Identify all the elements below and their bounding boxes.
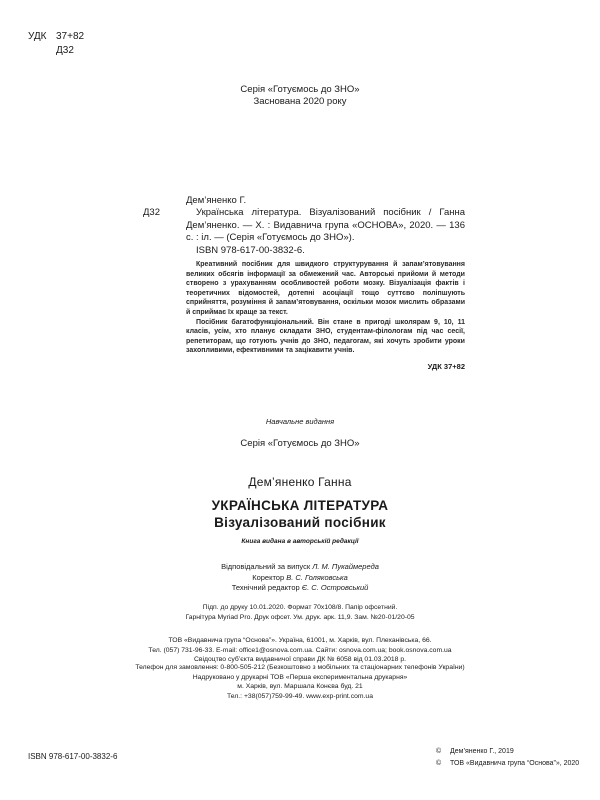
card-author: Дем’яненко Г.	[186, 195, 247, 206]
printing-house-contacts: Тел.: +38(057)759-99-49. www.exp-print.com.ua	[227, 692, 373, 700]
edition-note: Книга видана в авторській редакції	[241, 538, 359, 545]
card-description: Українська література. Візуалізований посібник / Ганна Дем’яненко. — Х. : Видавнича група «ОСНОВА», 2020. — 136 с. : іл. — (Серія «Готуємось до ЗНО»).	[186, 207, 465, 244]
annotation-paragraph: Креативний посібник для швидкого структурування й запам’ятовування великих обсягів інформації за обмежений час. Авторські прийоми й методи створено з урахуванням особливостей роботи мозку. Візуалізація фактів і теоретичних відомостей, дотепні асоціації тощо суттєво поліпшують сприйняття, розуміння й запам’ятовування, оскільки мозок мислить образами й сприймає їх краще за текст.	[186, 261, 465, 316]
series-header	[0, 84, 600, 108]
credit-name: Л. М. Пукаймереда	[312, 562, 379, 571]
card-annotation	[143, 260, 465, 356]
credit-role: Коректор	[252, 572, 285, 582]
author-mark: Д32	[56, 45, 74, 56]
copyright-line	[436, 758, 579, 770]
title-line-2: Візуалізований посібник	[214, 515, 386, 530]
credit-line	[0, 583, 600, 594]
book-title	[0, 497, 600, 531]
order-info	[0, 663, 600, 701]
annotation-paragraph: Посібник багатофункціональний. Він стане в пригоді школярам 9, 10, 11 класів, усім, хто планує складати ЗНО, студентам-філологам під час сесії, репетиторам, що готують учнів до ЗНО, педагогам, які хочуть зробити уроки захопливими, ефективними та зацікавити учнів.	[186, 318, 465, 355]
copyright-line	[436, 746, 579, 758]
series-name: Серія «Готуємось до ЗНО»	[240, 84, 360, 95]
series-name-2: Серія «Готуємось до ЗНО»	[240, 438, 360, 449]
credit-role: Технічний редактор	[231, 583, 300, 592]
credit-name: Є. С. Островський	[301, 583, 369, 592]
print-info-line: Гарнітура Myriad Pro. Друк офсет. Ум. друк. арк. 11,9. Зам. №20-01/20-05	[185, 613, 415, 621]
credit-name: В. С. Голяковська	[286, 572, 348, 582]
print-info	[0, 603, 600, 622]
edition-type: Навчальне видання	[265, 417, 335, 426]
copyright-text: Дем’яненко Г., 2019	[450, 748, 514, 755]
publisher-certificate: Свідоцтво суб’єкта видавничої справи ДК № 6058 від 01.03.2018 р.	[193, 656, 407, 663]
copyright-text: ТОВ «Видавнича група “Основа”», 2020	[450, 760, 580, 767]
catalog-card	[143, 195, 465, 373]
author-full-name: Дем’яненко Ганна	[248, 475, 352, 489]
printing-house: Надруковано у друкарні ТОВ «Перша експериментальна друкарня»	[192, 673, 408, 681]
udk-label: УДК	[28, 31, 47, 42]
print-info-line: Підп. до друку 10.01.2020. Формат 70х108/8. Папір офсетний.	[202, 604, 398, 611]
order-phone: Телефон для замовлення: 0-800-505-212 (Безкоштовно з мобільних та стаціонарних телефонів України)	[135, 664, 465, 671]
copyright-block	[436, 746, 579, 770]
card-author-mark: Д32	[143, 207, 161, 219]
series-founded: Заснована 2020 року	[253, 96, 347, 107]
publisher-contacts: Тел. (057) 731-96-33. E-mail: office1@osnova.com.ua. Сайти: osnova.com.ua; book.osnova.com.ua	[148, 646, 452, 654]
isbn-bottom: ISBN 978-617-00-3832-6	[28, 752, 118, 761]
publisher-address: ТОВ «Видавнича група “Основа”». Україна, 61001, м. Харків, вул. Плеханівська, 66.	[168, 637, 432, 644]
credit-role: Відповідальний за випуск	[221, 562, 311, 571]
card-udk: УДК 37+82	[427, 361, 465, 371]
title-line-1: УКРАЇНСЬКА ЛІТЕРАТУРА	[211, 498, 389, 513]
udk-code: 37+82	[56, 31, 85, 42]
credit-line	[0, 573, 600, 584]
printing-house-address: м. Харків, вул. Маршала Конєва буд. 21	[237, 683, 363, 690]
copyright-icon: ©	[436, 748, 442, 755]
credits	[0, 562, 600, 594]
udk-classification	[28, 30, 84, 58]
credit-line	[0, 562, 600, 573]
publisher-info	[0, 636, 600, 665]
copyright-icon: ©	[436, 760, 442, 767]
card-isbn: ISBN 978-617-00-3832-6.	[196, 244, 305, 256]
